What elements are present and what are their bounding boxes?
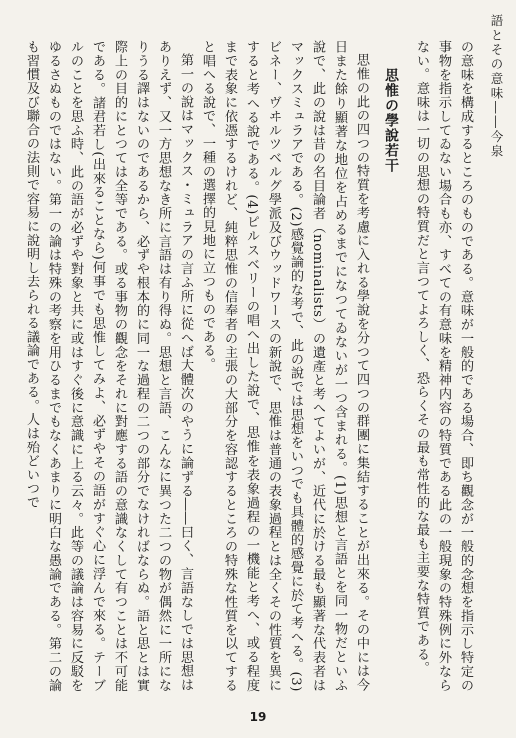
body-text xyxy=(24,40,476,692)
page-number: 19 xyxy=(249,710,267,724)
paragraph-theories: 思惟の此の四つの特質を考慮に入れる學說を分つて四つの群團に集結することが出來る。その中には今日また餘り顯著な地位を占めるまでになつてゐないが一つ含まれる。(1)思想と言語とを同一物だといふ說で、此の說は昔の名目論者（nominalists）の遺產と考へてよいが、近代に於ける最も顯著な代表者はマックスミュラアである。(2)感覺論的な考で、此の說では思想をいつでも具體的感覺に於て考へる。(3)ビネー、ヴヰルツベルグ學派及びウッドワースの新說で、思惟は普通の表象過程とは全くその性質を異にすると考へる說である。(4)ピルスベリーの唱へ出した說で、思惟を表象過程の一機能と考へ、或る程度まで表象に依憑するけれど、純粹思惟の信奉者の主張の大部分を容認するところの特殊な性質を以てすると唱へる說で、一種の選擇的見地に立つものである。 xyxy=(200,40,369,692)
paragraph-intro: の意味を構成するところのものである。意味が一般的である場合、即ち觀念が一般的念想を指示し特定の事物を指示してゐない場合も亦、すべての有意味を精神内容の特質である此の一般現象の特殊例に外ならない。意味は一切の思想の特質だと言つてよろしく、恐らくその最も常性的な最も主要な特質である。 xyxy=(414,40,473,692)
running-header: 語とその意味――今泉 xyxy=(489,14,504,159)
paragraph-first-theory: 第一の說はマックス・ミュラアの言ふ所に從へば大體次のやうに論ずる――曰く、言語なしでは思想はありえず、又一方思想なき所に言語は有り得ぬ。思想と言語、こんなに異つた二つの物が偶然に一所になりうる譯はないのであるから、必ずや根本的に同一な過程の二つの部分でなければならぬ。語と思とは實際上の目的にとつては全等である。或る事物の觀念をそれに對應する語の意識なくして有つことは不可能である。諸君若し(出來ることなら)何事でも思惟してみよ、必ずやその語がすぐ心に浮んで來る。テーブルのことを思ふ時、此の語が必ずや對象と共に或はすぐ後に意識に上る云々。此等の議論は容易に反駁をゆるさぬものではない。第一の論は特殊の考察を用ひるまでもなくあまりに明白な愚論である。第二の論も習慣及び聯合の法則で容易に說明し去られる議論である。人は殆どいつで xyxy=(24,40,193,692)
section-heading: 思惟の學說若干 xyxy=(383,68,399,173)
